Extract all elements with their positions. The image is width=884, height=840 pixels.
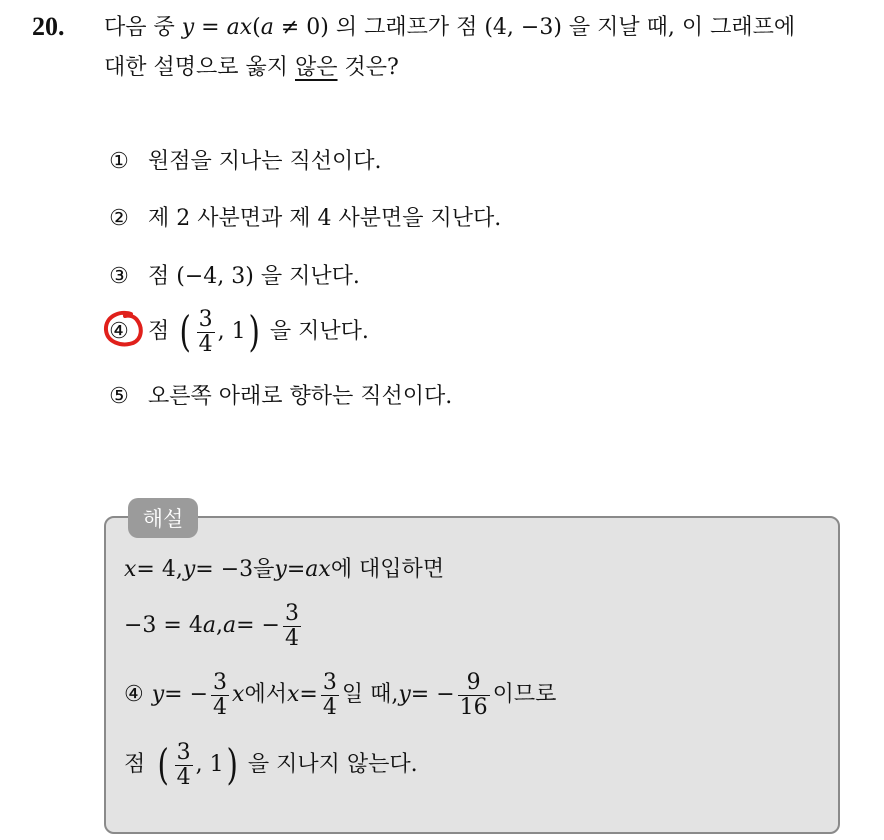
stem-text-2: 의 그래프가 점 (4, −3) 을 지날 때, 이 그래프에 — [328, 15, 796, 40]
choice-number: ⑤ — [109, 384, 129, 409]
stem-text-4: 것은? — [337, 55, 399, 80]
denominator: 4 — [176, 764, 191, 790]
question-stem-line-2 — [104, 52, 399, 84]
expr: = 4, — [136, 557, 183, 582]
left-paren: ( — [179, 307, 192, 357]
expr: = — [286, 557, 306, 582]
numerator: 3 — [198, 307, 213, 333]
var-a: a — [222, 613, 237, 638]
text: 을 — [253, 557, 275, 582]
right-paren: ) — [248, 307, 260, 357]
text: 일 때, — [341, 682, 399, 707]
text: 이므로 — [492, 682, 557, 707]
stem-paren: ( — [252, 15, 261, 40]
expr: = − — [164, 682, 209, 707]
text: 을 지나지 않는다. — [247, 752, 418, 777]
fraction — [197, 308, 215, 355]
var-y: y — [151, 682, 165, 707]
expr: = − — [410, 682, 455, 707]
choice-text: 점 — [148, 319, 170, 344]
var-x: x — [232, 682, 245, 707]
choice-5[interactable] — [106, 381, 452, 413]
numerator: 3 — [176, 740, 191, 766]
choice-number: ② — [109, 206, 129, 231]
denominator: 4 — [284, 625, 299, 651]
answer-circle-mark — [101, 309, 145, 349]
stem-eq: = — [194, 15, 227, 40]
explanation-line-3 — [124, 665, 556, 725]
question-stem-line-1 — [104, 12, 795, 44]
choice-ref: ④ — [124, 682, 144, 707]
fraction — [283, 602, 301, 649]
choice-text: 오른쪽 아래로 향하는 직선이다. — [148, 384, 453, 409]
choice-text-2: 을 지난다. — [269, 319, 369, 344]
numerator: 9 — [466, 670, 481, 696]
coord-rest: , 1 — [217, 319, 246, 344]
expr: = — [299, 682, 318, 707]
explanation-line-4 — [124, 735, 418, 795]
var-ax: ax — [305, 557, 331, 582]
fraction — [175, 741, 193, 788]
underlined-word: 않은 — [295, 55, 338, 80]
var-x: x — [124, 557, 137, 582]
var-y: y — [398, 682, 411, 707]
var-y: y — [182, 557, 196, 582]
numerator: 3 — [213, 670, 228, 696]
explanation-label: 해설 — [128, 498, 198, 538]
text: 에 대입하면 — [330, 557, 445, 582]
denominator: 4 — [322, 694, 337, 720]
choice-3[interactable] — [106, 261, 360, 293]
choice-text: 점 (−4, 3) 을 지난다. — [148, 264, 360, 289]
numerator: 3 — [322, 670, 337, 696]
fraction — [211, 671, 229, 718]
text: 점 — [124, 752, 146, 777]
stem-text-3: 대한 설명으로 옳지 — [104, 55, 295, 80]
choice-4[interactable] — [106, 302, 369, 362]
var-a: a — [260, 15, 274, 40]
denominator: 16 — [459, 694, 488, 720]
choice-number: ③ — [109, 264, 129, 289]
choice-2[interactable] — [106, 203, 501, 235]
explanation-line-2 — [124, 598, 304, 654]
numerator: 3 — [284, 601, 299, 627]
expr: = −3 — [195, 557, 254, 582]
left-paren: ( — [157, 740, 170, 790]
var-ax: ax — [226, 15, 253, 40]
fraction — [321, 671, 339, 718]
choice-1[interactable] — [106, 146, 382, 178]
var-y: y — [181, 15, 195, 40]
denominator: 4 — [213, 694, 228, 720]
choice-text: 제 2 사분면과 제 4 사분면을 지난다. — [148, 206, 502, 231]
stem-cond: ≠ 0) — [273, 15, 329, 40]
coord-rest: , 1 — [195, 752, 224, 777]
var-x: x — [286, 682, 300, 707]
expr: , — [215, 613, 223, 638]
choice-number: ④ — [109, 319, 129, 344]
fraction — [458, 671, 490, 718]
explanation-line-1 — [124, 555, 444, 585]
stem-text: 다음 중 — [104, 15, 182, 40]
question-number: 20. — [32, 12, 65, 41]
choice-text: 원점을 지나는 직선이다. — [148, 149, 382, 174]
denominator: 4 — [198, 331, 213, 357]
expr: −3 = 4 — [124, 613, 203, 638]
var-y: y — [274, 557, 287, 582]
var-a: a — [202, 613, 216, 638]
choice-number: ① — [109, 149, 129, 174]
text: 에서 — [244, 682, 287, 707]
right-paren: ) — [226, 740, 238, 790]
expr: = − — [236, 613, 280, 638]
